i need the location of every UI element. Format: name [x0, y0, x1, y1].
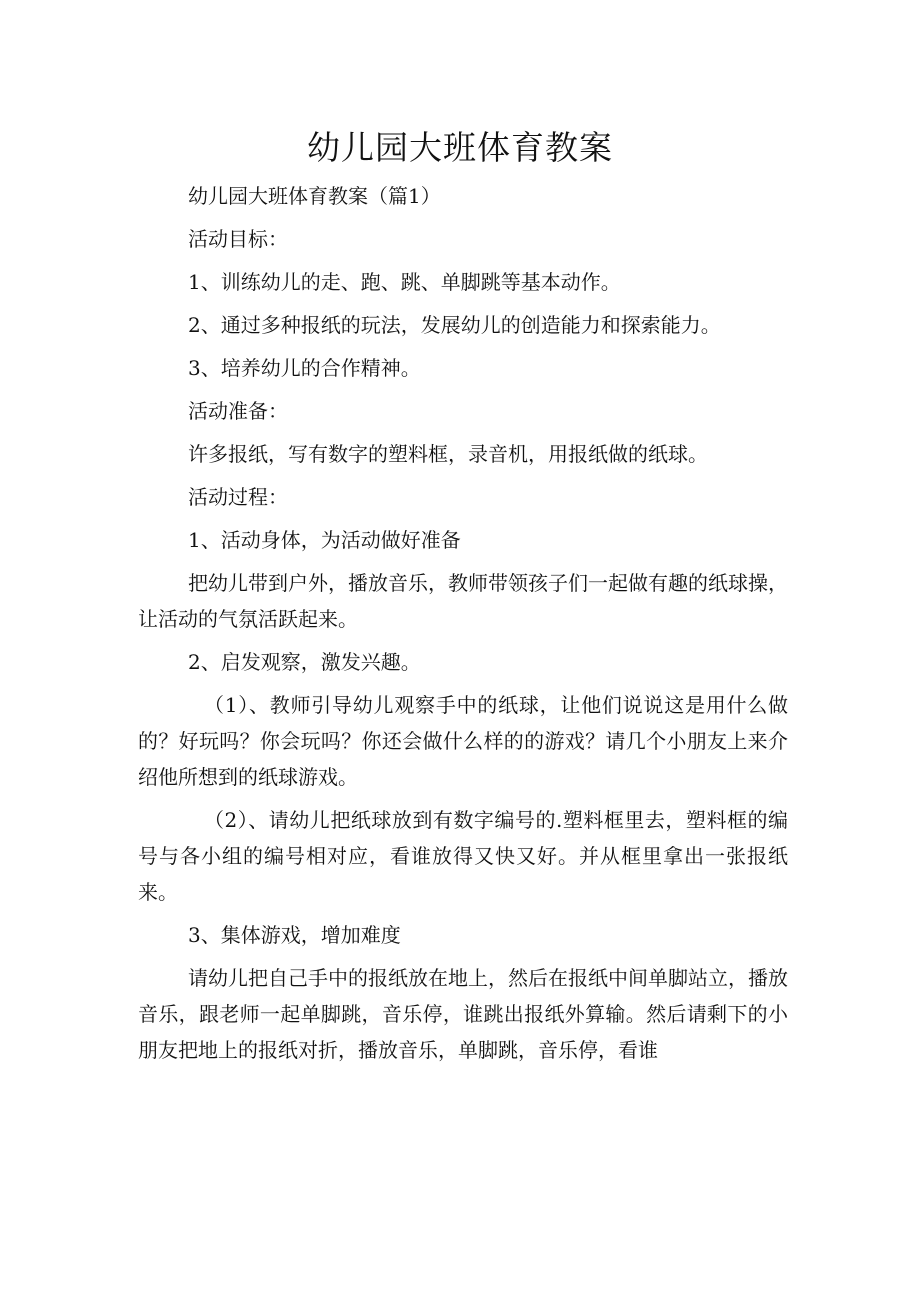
paragraph: 活动准备：	[188, 399, 288, 423]
section-heading: 幼儿园大班体育教案（篇1）	[188, 184, 441, 208]
paragraph: 许多报纸，写有数字的塑料框，录音机，用报纸做的纸球。	[188, 442, 708, 466]
document-title: 幼儿园大班体育教案	[307, 128, 613, 167]
paragraph: 活动目标：	[188, 227, 288, 251]
paragraph: 活动过程：	[188, 485, 288, 509]
document-body	[138, 178, 788, 1075]
paragraph: （2）、请幼儿把纸球放到有数字编号的.塑料框里去，塑料框的编号与各小组的编号相对应，看谁放得又快又好。并从框里拿出一张报纸来。	[138, 808, 788, 904]
paragraph: 1、训练幼儿的走、跑、跳、单脚跳等基本动作。	[188, 270, 621, 294]
paragraph: （1）、教师引导幼儿观察手中的纸球，让他们说说这是用什么做的？好玩吗？你会玩吗？你还会做什么样的的游戏？请几个小朋友上来介绍他所想到的纸球游戏。	[138, 693, 788, 789]
paragraph: 把幼儿带到户外，播放音乐，教师带领孩子们一起做有趣的纸球操，让活动的气氛活跃起来。	[138, 571, 788, 631]
paragraph: 请幼儿把自己手中的报纸放在地上，然后在报纸中间单脚站立，播放音乐，跟老师一起单脚跳，音乐停，谁跳出报纸外算输。然后请剩下的小朋友把地上的报纸对折，播放音乐，单脚跳，音乐停，看谁	[138, 966, 788, 1062]
paragraph: 3、集体游戏，增加难度	[188, 923, 401, 947]
paragraph: 2、通过多种报纸的玩法，发展幼儿的创造能力和探索能力。	[188, 313, 721, 337]
paragraph: 1、活动身体，为活动做好准备	[188, 528, 461, 552]
paragraph: 3、培养幼儿的合作精神。	[188, 356, 421, 380]
paragraph: 2、启发观察，激发兴趣。	[188, 650, 421, 674]
